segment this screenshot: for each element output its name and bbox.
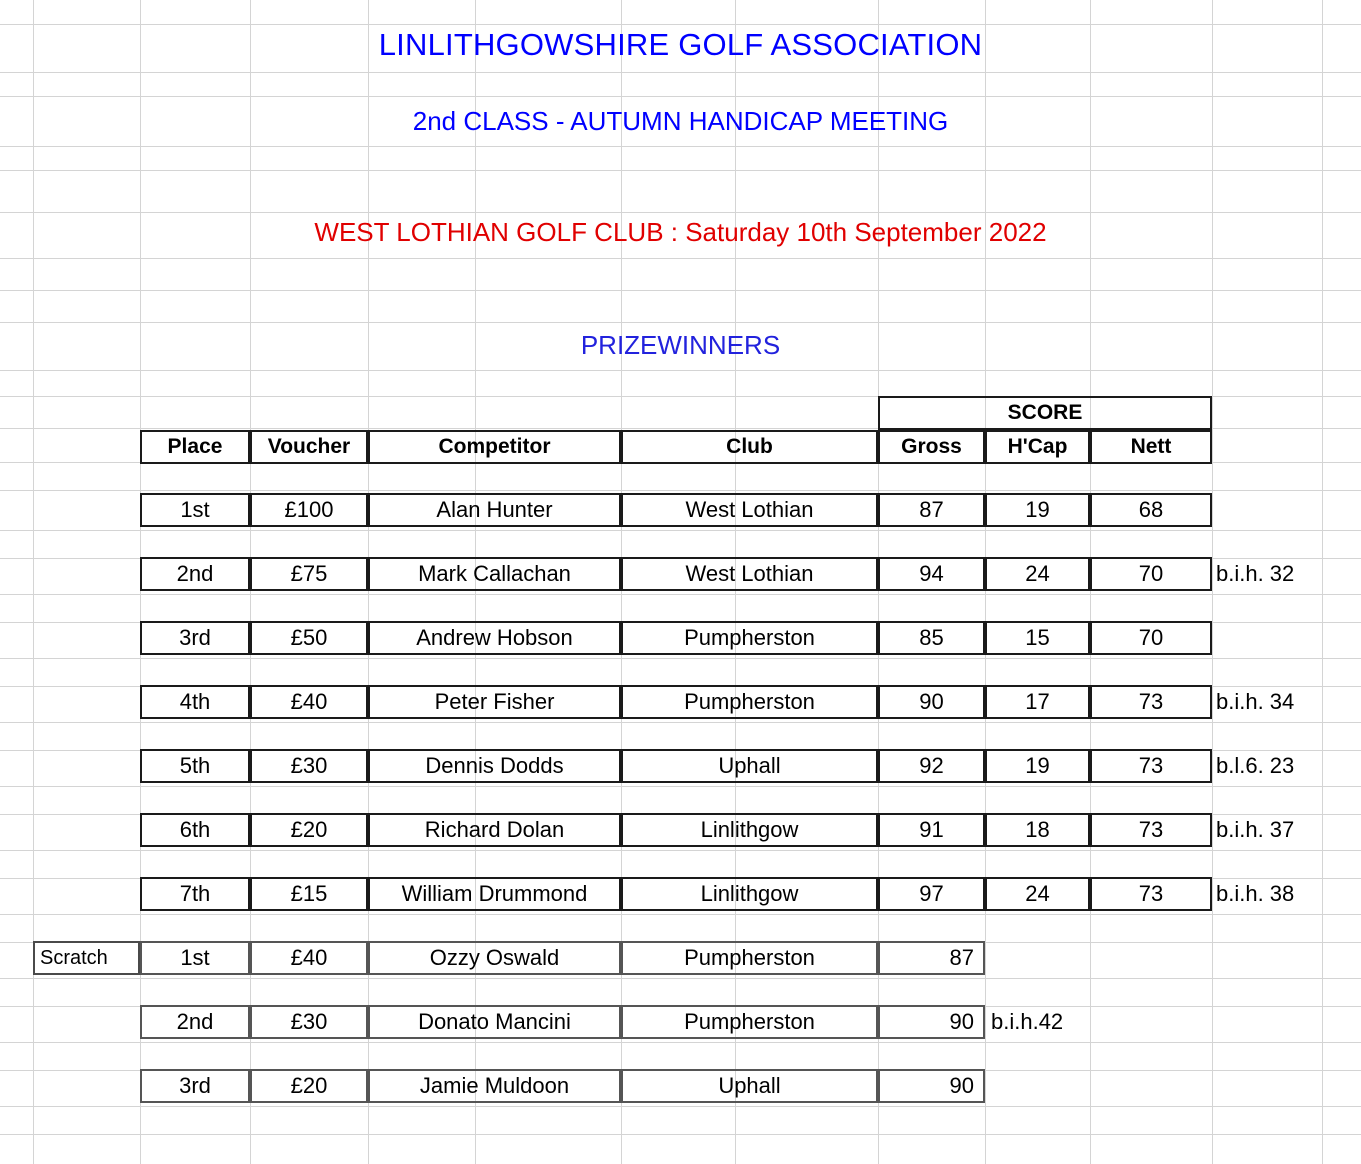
table-row-place: 7th <box>140 877 250 911</box>
scratch-row-club: Uphall <box>621 1069 878 1103</box>
table-row-voucher: £15 <box>250 877 368 911</box>
table-row-place: 5th <box>140 749 250 783</box>
table-row-place: 4th <box>140 685 250 719</box>
table-row-gross: 90 <box>878 685 985 719</box>
column-header-place: Place <box>140 430 250 464</box>
scratch-row-voucher: £20 <box>250 1069 368 1103</box>
table-row-tiebreak-note: b.i.h. 37 <box>1216 817 1295 842</box>
table-row-place: 2nd <box>140 557 250 591</box>
scratch-row-competitor: Ozzy Oswald <box>368 941 621 975</box>
scratch-row-voucher: £40 <box>250 941 368 975</box>
table-row-tiebreak-note: b.i.h. 32 <box>1216 561 1295 586</box>
table-row-voucher: £20 <box>250 813 368 847</box>
page-title: LINLITHGOWSHIRE GOLF ASSOCIATION <box>378 27 983 62</box>
table-row-hcap: 24 <box>985 877 1090 911</box>
table-row-club: Linlithgow <box>621 813 878 847</box>
table-row-hcap: 19 <box>985 749 1090 783</box>
scratch-row-club: Pumpherston <box>621 1005 878 1039</box>
table-row-nett: 73 <box>1090 813 1212 847</box>
table-row-club: West Lothian <box>621 493 878 527</box>
scratch-row-tiebreak-note: b.i.h.42 <box>991 1009 1064 1034</box>
scratch-row-competitor: Jamie Muldoon <box>368 1069 621 1103</box>
column-header-nett: Nett <box>1090 430 1212 464</box>
scratch-row-place: 2nd <box>140 1005 250 1039</box>
column-header-club: Club <box>621 430 878 464</box>
table-row-hcap: 18 <box>985 813 1090 847</box>
table-row-nett: 73 <box>1090 749 1212 783</box>
table-row-tiebreak-note: b.l.6. 23 <box>1216 753 1295 778</box>
table-row-nett: 68 <box>1090 493 1212 527</box>
table-row-hcap: 19 <box>985 493 1090 527</box>
table-row-competitor: Dennis Dodds <box>368 749 621 783</box>
table-row-nett: 70 <box>1090 557 1212 591</box>
table-row-hcap: 17 <box>985 685 1090 719</box>
table-row-voucher: £40 <box>250 685 368 719</box>
table-row-gross: 94 <box>878 557 985 591</box>
table-row-tiebreak-note: b.i.h. 34 <box>1216 689 1295 714</box>
table-row-competitor: Richard Dolan <box>368 813 621 847</box>
table-row-competitor: Peter Fisher <box>368 685 621 719</box>
table-row-club: West Lothian <box>621 557 878 591</box>
table-row-tiebreak-note: b.i.h. 38 <box>1216 881 1295 906</box>
table-row-voucher: £75 <box>250 557 368 591</box>
table-row-hcap: 24 <box>985 557 1090 591</box>
table-row-nett: 73 <box>1090 877 1212 911</box>
table-group-header-score: SCORE <box>878 396 1212 430</box>
venue-date-line: WEST LOTHIAN GOLF CLUB : Saturday 10th September 2022 <box>314 217 1047 247</box>
table-row-voucher: £50 <box>250 621 368 655</box>
table-row-gross: 87 <box>878 493 985 527</box>
scratch-row-gross: 90 <box>878 1005 985 1039</box>
scratch-row-place: 1st <box>140 941 250 975</box>
table-row-voucher: £30 <box>250 749 368 783</box>
table-row-competitor: Andrew Hobson <box>368 621 621 655</box>
table-row-gross: 97 <box>878 877 985 911</box>
scratch-row-place: 3rd <box>140 1069 250 1103</box>
table-row-club: Linlithgow <box>621 877 878 911</box>
table-row-club: Pumpherston <box>621 621 878 655</box>
table-row-club: Uphall <box>621 749 878 783</box>
table-row-place: 1st <box>140 493 250 527</box>
column-header-hcap: H'Cap <box>985 430 1090 464</box>
table-row-place: 6th <box>140 813 250 847</box>
column-header-competitor: Competitor <box>368 430 621 464</box>
scratch-row-club: Pumpherston <box>621 941 878 975</box>
table-row-gross: 85 <box>878 621 985 655</box>
scratch-row-voucher: £30 <box>250 1005 368 1039</box>
page-subtitle: 2nd CLASS - AUTUMN HANDICAP MEETING <box>412 106 949 136</box>
table-row-gross: 92 <box>878 749 985 783</box>
scratch-row-competitor: Donato Mancini <box>368 1005 621 1039</box>
table-row-voucher: £100 <box>250 493 368 527</box>
table-row-gross: 91 <box>878 813 985 847</box>
scratch-section-label: Scratch <box>33 941 140 975</box>
column-header-gross: Gross <box>878 430 985 464</box>
scratch-row-gross: 90 <box>878 1069 985 1103</box>
table-row-club: Pumpherston <box>621 685 878 719</box>
scratch-row-gross: 87 <box>878 941 985 975</box>
column-header-voucher: Voucher <box>250 430 368 464</box>
table-row-competitor: Alan Hunter <box>368 493 621 527</box>
table-row-hcap: 15 <box>985 621 1090 655</box>
table-row-competitor: Mark Callachan <box>368 557 621 591</box>
table-row-nett: 70 <box>1090 621 1212 655</box>
table-row-nett: 73 <box>1090 685 1212 719</box>
table-row-competitor: William Drummond <box>368 877 621 911</box>
section-heading-prizewinners: PRIZEWINNERS <box>580 330 781 360</box>
table-row-place: 3rd <box>140 621 250 655</box>
